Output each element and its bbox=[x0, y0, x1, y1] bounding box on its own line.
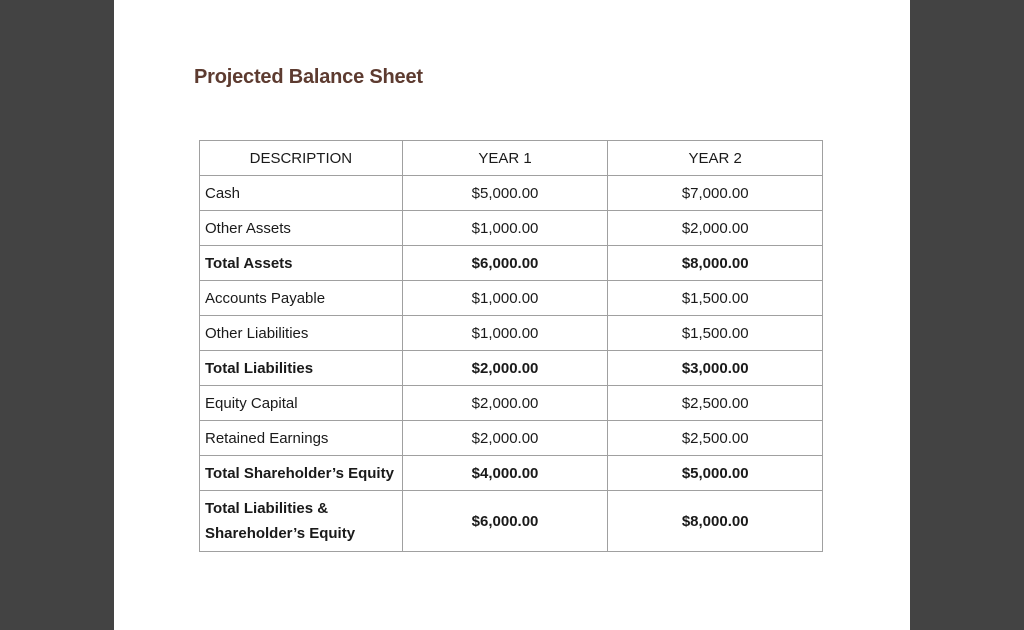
page-title: Projected Balance Sheet bbox=[194, 66, 423, 88]
row-description: Total Liabilities & Shareholder’s Equity bbox=[200, 491, 403, 552]
total-row bbox=[200, 456, 823, 491]
row-description: Other Liabilities bbox=[200, 316, 403, 351]
row-year-2-value: $3,000.00 bbox=[608, 351, 823, 386]
row-year-2-value: $1,500.00 bbox=[608, 281, 823, 316]
row-year-2-value: $2,500.00 bbox=[608, 421, 823, 456]
header-description: DESCRIPTION bbox=[200, 141, 403, 176]
total-row bbox=[200, 351, 823, 386]
header-year-2: YEAR 2 bbox=[608, 141, 823, 176]
row-description: Retained Earnings bbox=[200, 421, 403, 456]
table-row bbox=[200, 386, 823, 421]
row-year-1-value: $1,000.00 bbox=[402, 316, 608, 351]
row-year-1-value: $5,000.00 bbox=[402, 176, 608, 211]
row-description: Equity Capital bbox=[200, 386, 403, 421]
row-description: Total Liabilities bbox=[200, 351, 403, 386]
table-row bbox=[200, 176, 823, 211]
row-year-1-value: $2,000.00 bbox=[402, 351, 608, 386]
row-description: Cash bbox=[200, 176, 403, 211]
row-year-2-value: $8,000.00 bbox=[608, 491, 823, 552]
row-year-2-value: $2,500.00 bbox=[608, 386, 823, 421]
table-row bbox=[200, 281, 823, 316]
row-year-2-value: $1,500.00 bbox=[608, 316, 823, 351]
row-year-2-value: $5,000.00 bbox=[608, 456, 823, 491]
row-year-2-value: $2,000.00 bbox=[608, 211, 823, 246]
total-row bbox=[200, 491, 823, 552]
table-row bbox=[200, 316, 823, 351]
header-year-1: YEAR 1 bbox=[402, 141, 608, 176]
row-year-1-value: $1,000.00 bbox=[402, 281, 608, 316]
table-row bbox=[200, 421, 823, 456]
document-page bbox=[114, 0, 910, 630]
table-row bbox=[200, 211, 823, 246]
row-description: Total Shareholder’s Equity bbox=[200, 456, 403, 491]
total-row bbox=[200, 246, 823, 281]
row-year-1-value: $2,000.00 bbox=[402, 421, 608, 456]
row-year-1-value: $1,000.00 bbox=[402, 211, 608, 246]
row-year-1-value: $6,000.00 bbox=[402, 246, 608, 281]
row-year-1-value: $4,000.00 bbox=[402, 456, 608, 491]
row-year-2-value: $7,000.00 bbox=[608, 176, 823, 211]
row-description: Total Assets bbox=[200, 246, 403, 281]
row-description: Accounts Payable bbox=[200, 281, 403, 316]
row-year-1-value: $6,000.00 bbox=[402, 491, 608, 552]
row-description: Other Assets bbox=[200, 211, 403, 246]
table-header-row bbox=[200, 141, 823, 176]
row-year-2-value: $8,000.00 bbox=[608, 246, 823, 281]
balance-sheet-table bbox=[199, 140, 823, 552]
row-year-1-value: $2,000.00 bbox=[402, 386, 608, 421]
